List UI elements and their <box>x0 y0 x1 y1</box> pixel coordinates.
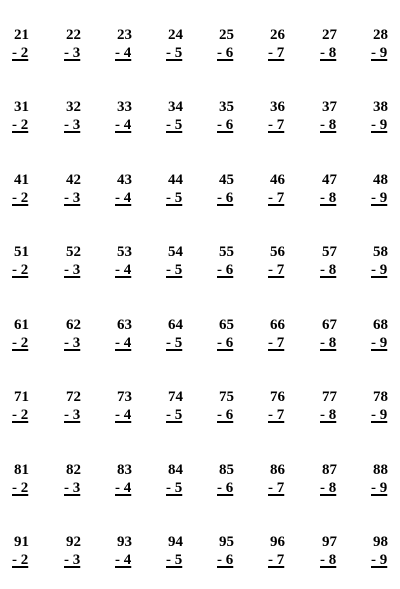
minuend: 23 <box>117 27 132 43</box>
subtraction-problem <box>268 171 308 211</box>
subtrahend: - 7 <box>268 117 285 133</box>
subtrahend: - 7 <box>268 552 285 568</box>
subtraction-problem <box>268 243 308 283</box>
subtraction-problem <box>166 26 206 66</box>
subtraction-problem <box>217 533 257 573</box>
minuend: 26 <box>270 27 285 43</box>
problem-row <box>0 461 400 509</box>
minuend: 98 <box>373 534 388 550</box>
subtrahend: - 2 <box>12 262 29 278</box>
subtrahend: - 7 <box>268 45 285 61</box>
subtraction-problem <box>268 316 308 356</box>
subtraction-problem <box>320 316 360 356</box>
subtraction-problem <box>12 316 52 356</box>
subtraction-problem <box>320 171 360 211</box>
subtraction-problem <box>320 98 360 138</box>
subtraction-problem <box>12 533 52 573</box>
subtraction-problem <box>268 388 308 428</box>
subtraction-problem <box>64 461 104 501</box>
subtraction-problem <box>12 461 52 501</box>
subtrahend: - 9 <box>371 552 388 568</box>
subtrahend: - 7 <box>268 480 285 496</box>
subtrahend: - 2 <box>12 407 29 423</box>
subtraction-problem <box>64 98 104 138</box>
subtrahend: - 8 <box>320 117 337 133</box>
minuend: 63 <box>117 317 132 333</box>
subtraction-problem <box>217 26 257 66</box>
minuend: 64 <box>168 317 183 333</box>
minuend: 47 <box>322 172 337 188</box>
minuend: 67 <box>322 317 337 333</box>
subtrahend: - 5 <box>166 117 183 133</box>
subtraction-problem <box>64 26 104 66</box>
minuend: 74 <box>168 389 183 405</box>
subtraction-problem <box>166 98 206 138</box>
subtrahend: - 3 <box>64 45 81 61</box>
minuend: 87 <box>322 462 337 478</box>
subtraction-problem <box>115 533 155 573</box>
subtrahend: - 3 <box>64 552 81 568</box>
subtrahend: - 7 <box>268 190 285 206</box>
subtraction-problem <box>115 461 155 501</box>
subtraction-problem <box>371 26 400 66</box>
minuend: 48 <box>373 172 388 188</box>
problem-row <box>0 171 400 219</box>
subtrahend: - 9 <box>371 117 388 133</box>
problem-row <box>0 243 400 291</box>
minuend: 36 <box>270 99 285 115</box>
subtraction-problem <box>115 98 155 138</box>
minuend: 44 <box>168 172 183 188</box>
subtrahend: - 3 <box>64 480 81 496</box>
subtrahend: - 6 <box>217 407 234 423</box>
subtrahend: - 8 <box>320 45 337 61</box>
subtrahend: - 8 <box>320 480 337 496</box>
problem-row <box>0 316 400 364</box>
subtrahend: - 4 <box>115 262 132 278</box>
minuend: 45 <box>219 172 234 188</box>
subtrahend: - 9 <box>371 480 388 496</box>
minuend: 31 <box>14 99 29 115</box>
minuend: 54 <box>168 244 183 260</box>
subtraction-problem <box>268 98 308 138</box>
minuend: 52 <box>66 244 81 260</box>
problem-row <box>0 26 400 74</box>
subtraction-problem <box>371 171 400 211</box>
subtraction-problem <box>115 171 155 211</box>
subtrahend: - 4 <box>115 480 132 496</box>
subtraction-problem <box>166 316 206 356</box>
minuend: 22 <box>66 27 81 43</box>
subtrahend: - 5 <box>166 45 183 61</box>
subtrahend: - 5 <box>166 335 183 351</box>
minuend: 75 <box>219 389 234 405</box>
subtraction-problem <box>115 26 155 66</box>
minuend: 88 <box>373 462 388 478</box>
minuend: 93 <box>117 534 132 550</box>
subtrahend: - 5 <box>166 480 183 496</box>
minuend: 56 <box>270 244 285 260</box>
subtrahend: - 9 <box>371 262 388 278</box>
subtrahend: - 8 <box>320 190 337 206</box>
subtraction-problem <box>64 316 104 356</box>
minuend: 62 <box>66 317 81 333</box>
subtrahend: - 7 <box>268 335 285 351</box>
subtraction-problem <box>268 26 308 66</box>
subtrahend: - 6 <box>217 117 234 133</box>
subtrahend: - 9 <box>371 45 388 61</box>
subtraction-problem <box>371 316 400 356</box>
subtraction-problem <box>115 243 155 283</box>
subtrahend: - 4 <box>115 45 132 61</box>
minuend: 77 <box>322 389 337 405</box>
subtrahend: - 4 <box>115 335 132 351</box>
minuend: 35 <box>219 99 234 115</box>
subtrahend: - 5 <box>166 552 183 568</box>
subtraction-problem <box>217 388 257 428</box>
subtraction-problem <box>371 388 400 428</box>
subtraction-problem <box>64 533 104 573</box>
subtrahend: - 3 <box>64 262 81 278</box>
subtraction-problem <box>12 98 52 138</box>
subtraction-problem <box>320 461 360 501</box>
subtrahend: - 4 <box>115 117 132 133</box>
subtrahend: - 2 <box>12 335 29 351</box>
subtrahend: - 5 <box>166 190 183 206</box>
problem-row <box>0 533 400 581</box>
minuend: 57 <box>322 244 337 260</box>
subtraction-problem <box>268 533 308 573</box>
subtrahend: - 2 <box>12 190 29 206</box>
subtraction-problem <box>217 461 257 501</box>
subtraction-problem <box>217 316 257 356</box>
subtraction-problem <box>371 243 400 283</box>
subtraction-problem <box>371 533 400 573</box>
minuend: 28 <box>373 27 388 43</box>
minuend: 65 <box>219 317 234 333</box>
minuend: 66 <box>270 317 285 333</box>
subtraction-problem <box>320 388 360 428</box>
subtrahend: - 8 <box>320 407 337 423</box>
minuend: 27 <box>322 27 337 43</box>
subtraction-problem <box>268 461 308 501</box>
problem-row <box>0 388 400 436</box>
minuend: 43 <box>117 172 132 188</box>
subtrahend: - 2 <box>12 45 29 61</box>
subtrahend: - 6 <box>217 190 234 206</box>
subtraction-problem <box>115 388 155 428</box>
subtrahend: - 3 <box>64 407 81 423</box>
subtraction-problem <box>12 26 52 66</box>
minuend: 68 <box>373 317 388 333</box>
minuend: 37 <box>322 99 337 115</box>
subtrahend: - 9 <box>371 407 388 423</box>
minuend: 86 <box>270 462 285 478</box>
subtrahend: - 3 <box>64 335 81 351</box>
subtrahend: - 5 <box>166 407 183 423</box>
subtrahend: - 7 <box>268 407 285 423</box>
minuend: 96 <box>270 534 285 550</box>
subtraction-problem <box>217 98 257 138</box>
subtraction-problem <box>12 388 52 428</box>
subtraction-problem <box>64 243 104 283</box>
minuend: 53 <box>117 244 132 260</box>
subtrahend: - 9 <box>371 190 388 206</box>
subtrahend: - 5 <box>166 262 183 278</box>
minuend: 46 <box>270 172 285 188</box>
subtraction-problem <box>115 316 155 356</box>
subtrahend: - 2 <box>12 117 29 133</box>
subtrahend: - 2 <box>12 480 29 496</box>
minuend: 32 <box>66 99 81 115</box>
minuend: 41 <box>14 172 29 188</box>
subtrahend: - 3 <box>64 190 81 206</box>
subtrahend: - 4 <box>115 552 132 568</box>
minuend: 58 <box>373 244 388 260</box>
subtrahend: - 8 <box>320 552 337 568</box>
subtraction-problem <box>64 171 104 211</box>
subtrahend: - 8 <box>320 335 337 351</box>
subtrahend: - 6 <box>217 335 234 351</box>
minuend: 97 <box>322 534 337 550</box>
subtraction-problem <box>64 388 104 428</box>
minuend: 95 <box>219 534 234 550</box>
subtrahend: - 6 <box>217 262 234 278</box>
minuend: 81 <box>14 462 29 478</box>
subtraction-problem <box>217 171 257 211</box>
subtrahend: - 6 <box>217 45 234 61</box>
subtraction-problem <box>371 461 400 501</box>
subtrahend: - 4 <box>115 407 132 423</box>
subtraction-problem <box>12 243 52 283</box>
subtraction-problem <box>320 243 360 283</box>
minuend: 76 <box>270 389 285 405</box>
minuend: 73 <box>117 389 132 405</box>
minuend: 82 <box>66 462 81 478</box>
subtraction-problem <box>166 461 206 501</box>
subtraction-problem <box>166 388 206 428</box>
minuend: 61 <box>14 317 29 333</box>
subtraction-problem <box>166 171 206 211</box>
subtraction-problem <box>166 533 206 573</box>
minuend: 21 <box>14 27 29 43</box>
subtraction-problem <box>217 243 257 283</box>
subtrahend: - 2 <box>12 552 29 568</box>
minuend: 51 <box>14 244 29 260</box>
minuend: 94 <box>168 534 183 550</box>
subtrahend: - 6 <box>217 552 234 568</box>
minuend: 33 <box>117 99 132 115</box>
minuend: 55 <box>219 244 234 260</box>
subtraction-problem <box>166 243 206 283</box>
minuend: 92 <box>66 534 81 550</box>
subtrahend: - 9 <box>371 335 388 351</box>
minuend: 71 <box>14 389 29 405</box>
minuend: 84 <box>168 462 183 478</box>
minuend: 25 <box>219 27 234 43</box>
minuend: 83 <box>117 462 132 478</box>
minuend: 24 <box>168 27 183 43</box>
subtrahend: - 6 <box>217 480 234 496</box>
minuend: 34 <box>168 99 183 115</box>
minuend: 72 <box>66 389 81 405</box>
subtraction-problem <box>371 98 400 138</box>
minuend: 78 <box>373 389 388 405</box>
minuend: 85 <box>219 462 234 478</box>
minuend: 38 <box>373 99 388 115</box>
subtrahend: - 8 <box>320 262 337 278</box>
subtrahend: - 7 <box>268 262 285 278</box>
minuend: 42 <box>66 172 81 188</box>
subtrahend: - 4 <box>115 190 132 206</box>
subtraction-problem <box>12 171 52 211</box>
subtrahend: - 3 <box>64 117 81 133</box>
minuend: 91 <box>14 534 29 550</box>
problem-row <box>0 98 400 146</box>
subtraction-problem <box>320 533 360 573</box>
subtraction-problem <box>320 26 360 66</box>
